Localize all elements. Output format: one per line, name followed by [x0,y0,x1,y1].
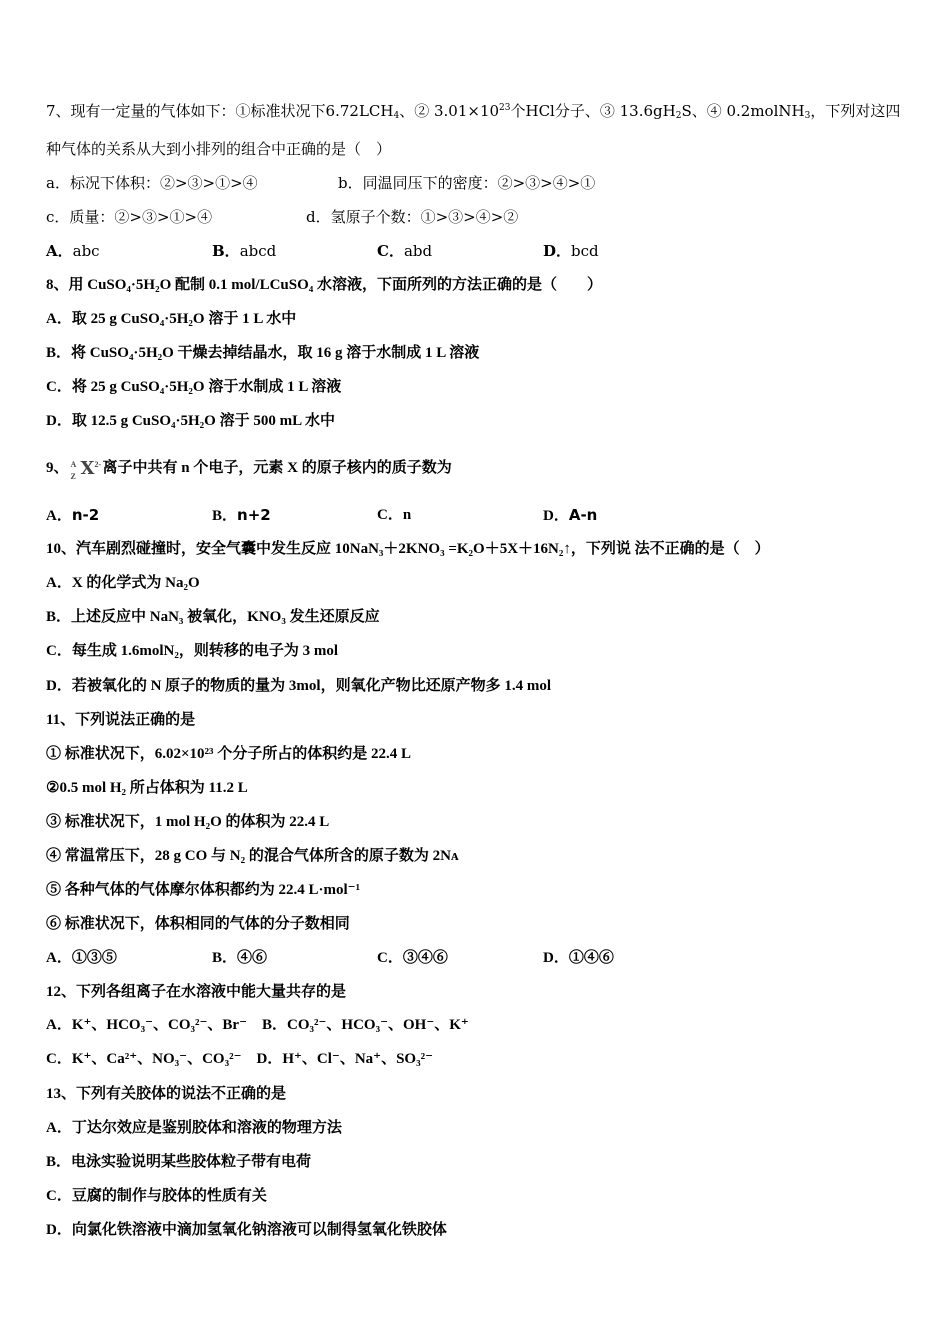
q8-stem: 8、用 CuSO₄·5H₂O 配制 0.1 mol/LCuSO₄ 水溶液，下面所列的方法正确的是（ ） [46,277,603,293]
q8-option-a[interactable]: A．取 25 g CuSO₄·5H₂O 溶于 1 L 水中 [46,311,297,327]
q11-option-a[interactable] [46,948,117,968]
option-text: ④⑥ [237,950,268,966]
q11-option-b[interactable] [212,948,267,968]
q11-statement-6: ⑥ 标准状况下，体积相同的气体的分子数相同 [46,916,350,932]
q8-option-d[interactable]: D．取 12.5 g CuSO₄·5H₂O 溶于 500 mL 水中 [46,413,336,429]
q13-option-a[interactable]: A．丁达尔效应是鉴别胶体和溶液的物理方法 [46,1120,342,1136]
q9-option-a[interactable] [46,505,99,526]
q7-stem-c: 个HCl分子、③ 13.6gH [510,102,676,120]
q7-sup: 23 [499,103,511,113]
q7-sub: 2 [675,111,682,121]
q10-option-d[interactable]: D．若被氧化的 N 原子的物质的量为 3mol，则氧化产物比还原产物多 1.4 mol [46,678,551,694]
q9-option-b[interactable] [212,505,271,526]
option-label: A． [46,508,72,524]
q11-statement-2: ②0.5 mol H₂ 所占体积为 11.2 L [46,780,248,796]
option-text: A-n [568,506,598,524]
q7-option-c[interactable] [377,241,432,261]
option-text: abd [403,242,433,260]
q7-stem-line1 [46,101,900,121]
element-symbol: X [80,458,95,479]
option-text: bcd [571,242,599,260]
q7-stem-d: S、④ 0.2molNH [681,102,805,120]
q9-option-c[interactable] [377,505,411,525]
q12-stem: 12、下列各组离子在水溶液中能大量共存的是 [46,984,347,1000]
q7-option-b[interactable] [212,241,276,261]
q11-statement-5: ⑤ 各种气体的气体摩尔体积都约为 22.4 L·mol⁻¹ [46,882,361,898]
q8-option-c[interactable]: C．将 25 g CuSO₄·5H₂O 溶于水制成 1 L 溶液 [46,379,342,395]
q7-sub: 3 [804,111,811,121]
q11-stem: 11、下列说法正确的是 [46,712,196,728]
option-text: ①③⑤ [71,950,117,966]
q13-stem: 13、下列有关胶体的说法不正确的是 [46,1086,287,1102]
option-label: B． [212,242,240,260]
q13-option-b[interactable]: B．电泳实验说明某些胶体粒子带有电荷 [46,1154,312,1170]
q10-option-c[interactable]: C．每生成 1.6molN₂，则转移的电子为 3 mol [46,643,338,659]
option-label: A． [46,242,73,260]
option-text: ①④⑥ [568,950,614,966]
q11-statement-1: ① 标准状况下，6.02×10²³ 个分子所占的体积约是 22.4 L [46,746,412,762]
option-label: A． [46,950,72,966]
q11-option-c[interactable] [377,948,448,968]
q7-sub: 4 [393,111,400,121]
q10-option-b[interactable]: B．上述反应中 NaN₃ 被氧化，KNO₃ 发生还原反应 [46,609,380,625]
option-label: B． [212,508,238,524]
option-text: ③④⑥ [402,950,448,966]
ion-charge: 2- [94,460,102,469]
q11-statement-4: ④ 常温常压下，28 g CO 与 N₂ 的混合气体所含的原子数为 2Nᴀ [46,848,459,864]
q7-stem-a: 7、现有一定量的气体如下：①标准状况下6.72LCH [46,102,394,120]
q8-option-b[interactable]: B．将 CuSO₄·5H₂O 干燥去掉结晶水，取 16 g 溶于水制成 1 L 溶液 [46,345,480,361]
q7-stem-e: ，下列对这四 [810,102,901,120]
q11-statement-3: ③ 标准状况下，1 mol H₂O 的体积为 22.4 L [46,814,330,830]
q7-option-a[interactable] [46,241,100,261]
option-text: n-2 [71,506,100,524]
q13-option-c[interactable]: C．豆腐的制作与胶体的性质有关 [46,1188,267,1204]
q13-option-d[interactable]: D．向氯化铁溶液中滴加氢氧化钠溶液可以制得氢氧化铁胶体 [46,1222,447,1238]
option-label: D． [543,508,569,524]
nuclide-symbol [69,452,103,481]
q10-stem: 10、汽车剧烈碰撞时，安全气囊中发生反应 10NaN₃＋2KNO₃ =K₂O＋5X＋16N₂↑，下列说 法不正确的是（ ） [46,541,770,557]
option-label: B． [212,950,238,966]
q7-stem-b: 、② 3.01×10 [399,102,500,120]
option-text: n [402,507,412,523]
q7-item-d: d．氢原子个数：①>③>④>② [306,208,519,226]
q7-item-c: c．质量：②>③>①>④ [46,208,213,226]
q12-options-ab[interactable]: A．K⁺、HCO₃⁻、CO₃²⁻、Br⁻ B．CO₃²⁻、HCO₃⁻、OH⁻、K⁺ [46,1017,469,1033]
option-text: n+2 [237,506,271,524]
mass-number: A [70,460,77,469]
option-label: C． [377,507,403,523]
q12-options-cd[interactable]: C．K⁺、Ca²⁺、NO₃⁻、CO₃²⁻ D．H⁺、Cl⁻、Na⁺、SO₃²⁻ [46,1051,433,1067]
q9-option-d[interactable] [543,505,597,526]
atomic-number: Z [70,472,76,481]
option-label: C． [377,242,404,260]
q9-number: 9、 [46,460,69,476]
option-label: C． [377,950,403,966]
option-text: abcd [239,242,277,260]
q7-stem-line2: 种气体的关系从大到小排列的组合中正确的是（ ） [46,140,392,158]
q7-item-b: b．同温同压下的密度：②>③>④>① [338,174,596,192]
option-label: D． [543,950,569,966]
q7-item-a: a．标况下体积：②>③>①>④ [46,174,258,192]
q7-option-d[interactable] [543,241,599,261]
q11-option-d[interactable] [543,948,614,968]
q10-option-a[interactable]: A．X 的化学式为 Na₂O [46,575,200,591]
q9-stem-text: 离子中共有 n 个电子，元素 X 的原子核内的质子数为 [102,460,452,476]
q9-stem [46,452,452,481]
option-label: D． [543,242,572,260]
option-text: abc [72,242,100,260]
